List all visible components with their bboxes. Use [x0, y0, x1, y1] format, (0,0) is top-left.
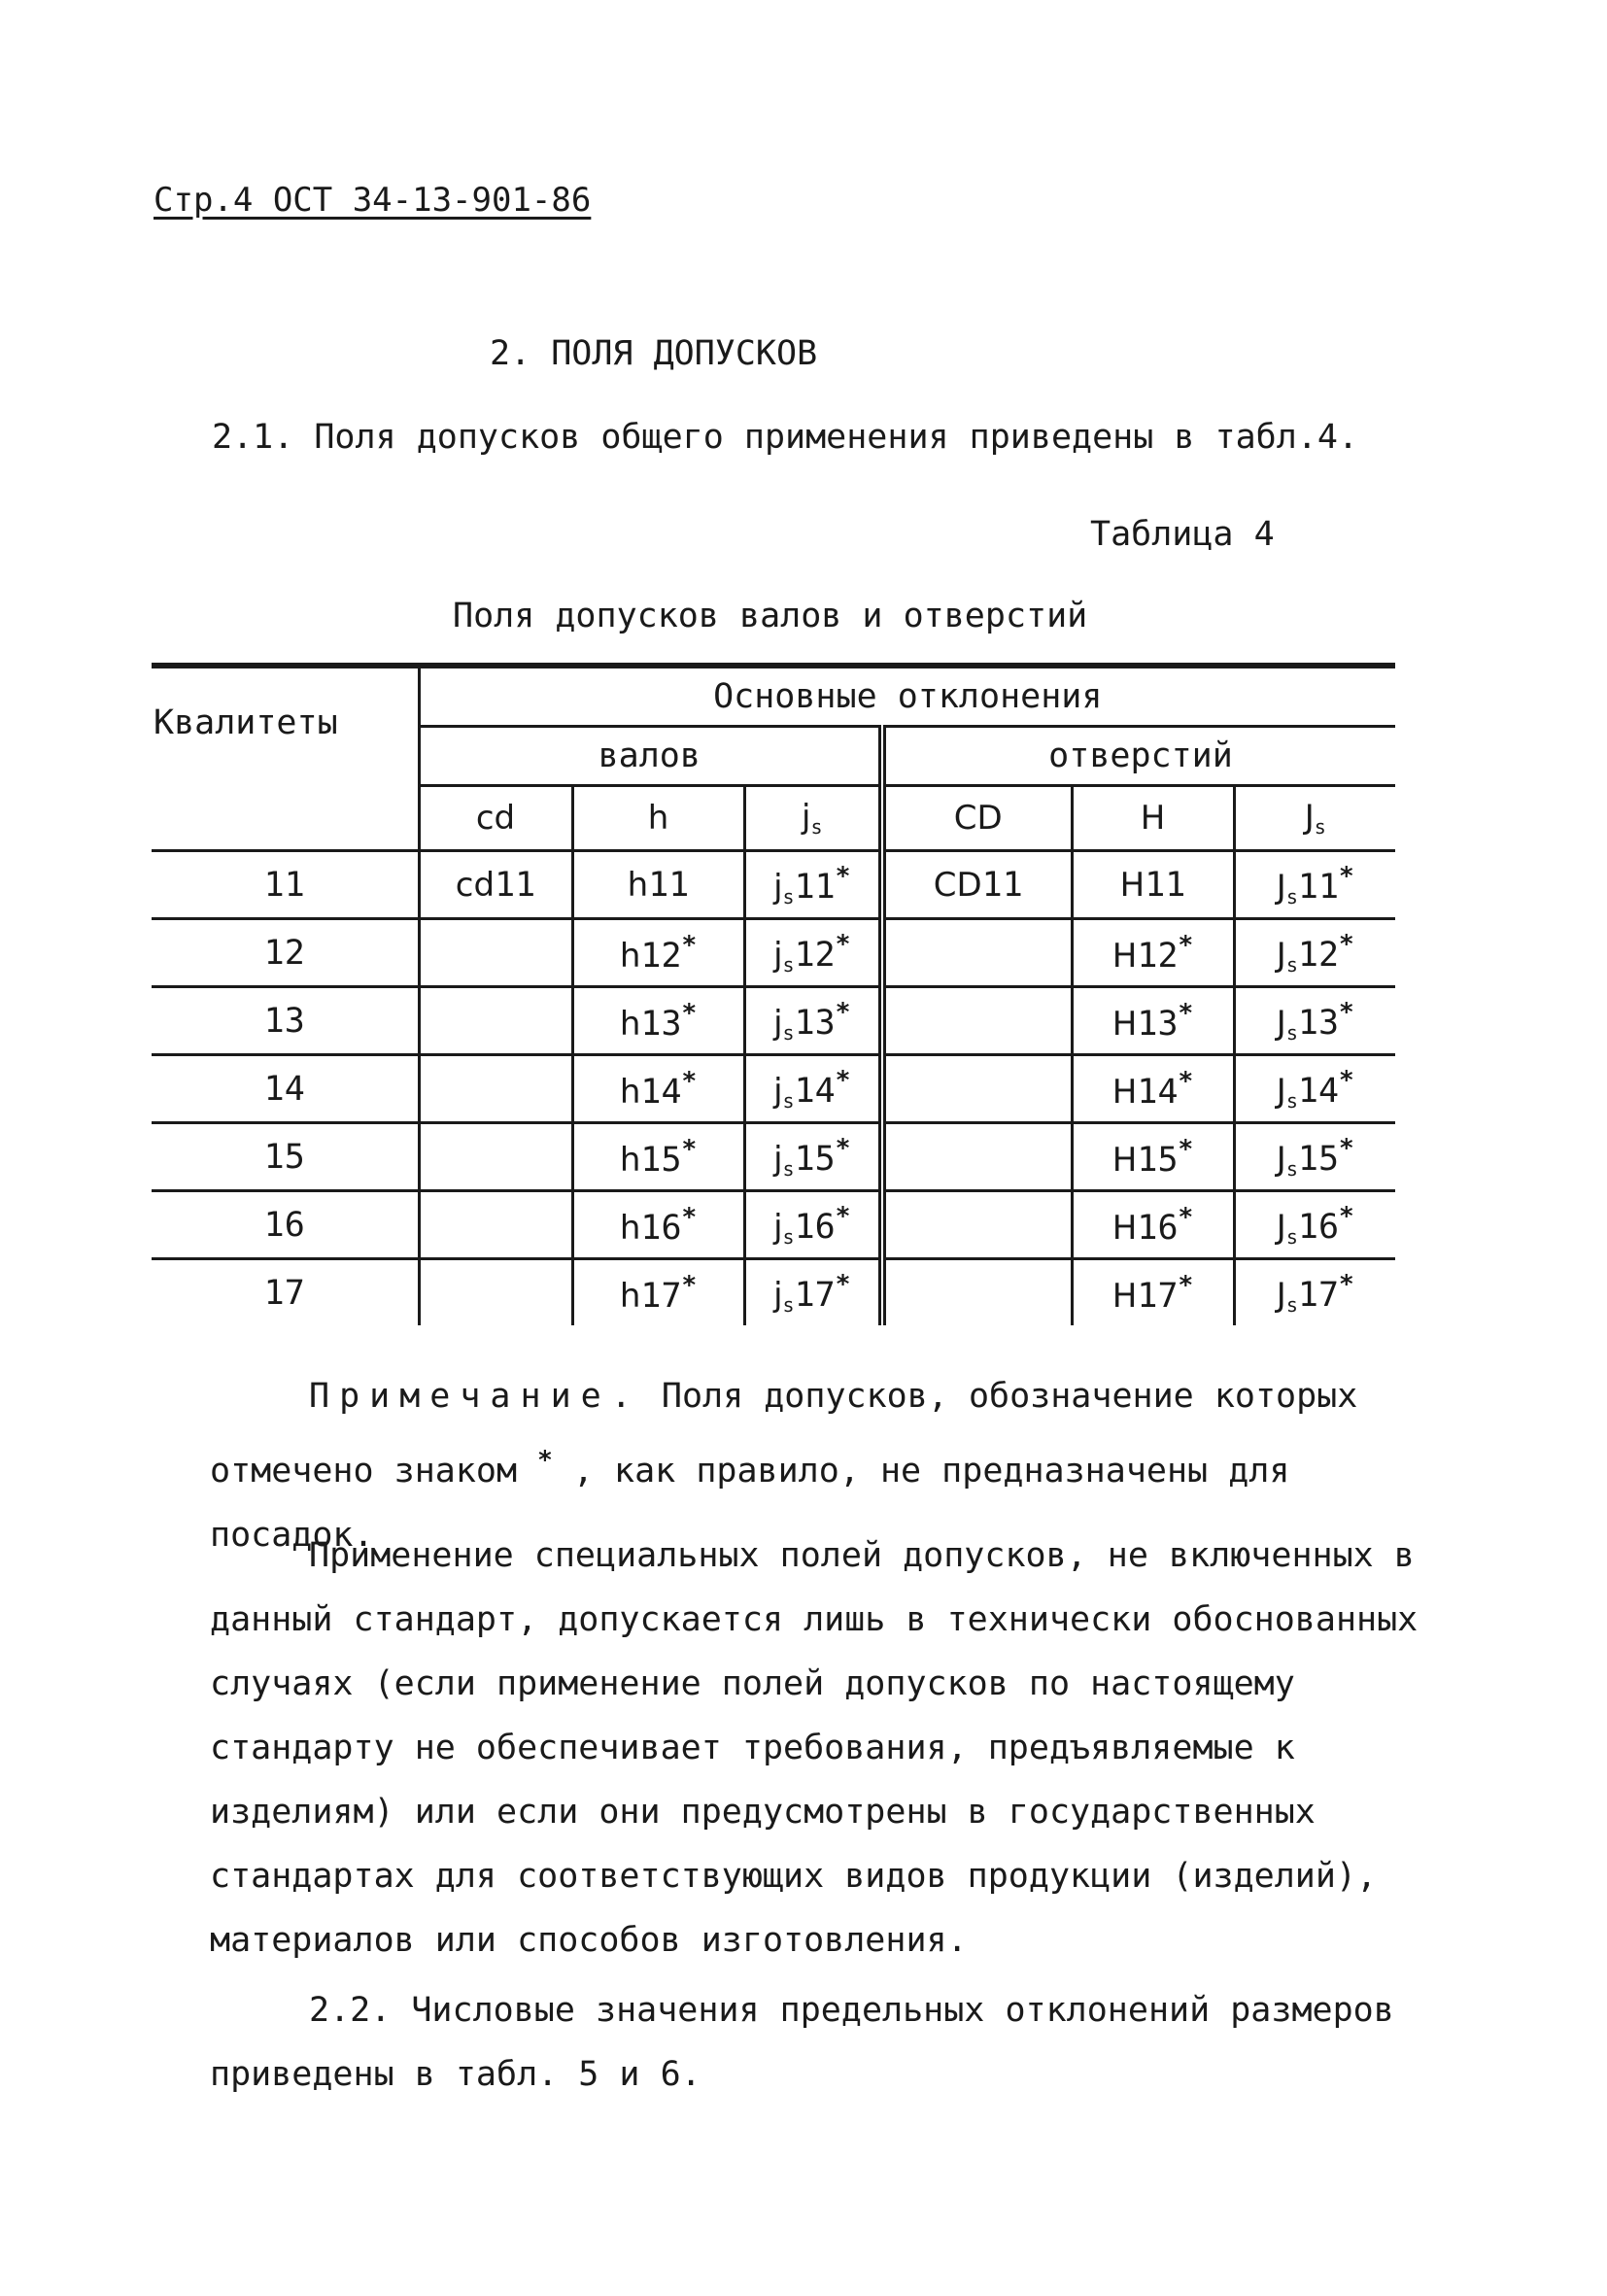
tolerance-subscript: s	[1285, 952, 1298, 977]
tolerance-grade: 13	[1297, 1003, 1340, 1043]
asterisk-mark: *	[1339, 1269, 1354, 1299]
tolerance-cell	[419, 1123, 572, 1191]
tolerance-cell	[419, 919, 572, 987]
column-header	[419, 786, 572, 851]
asterisk-mark: *	[835, 1133, 851, 1163]
tolerance-grade: 15	[1137, 1140, 1179, 1180]
tolerance-cell	[1234, 1259, 1395, 1326]
column-header	[882, 786, 1072, 851]
asterisk-mark: *	[1178, 930, 1194, 960]
tolerance-cell	[572, 919, 744, 987]
tolerance-grade: 16	[640, 1208, 682, 1248]
column-header-letter: J	[1304, 798, 1315, 837]
grade-cell: 16	[152, 1191, 419, 1259]
tolerance-cell	[1072, 1123, 1234, 1191]
tolerance-grade: 17	[1137, 1276, 1179, 1316]
tolerance-grade: 16	[1137, 1208, 1179, 1248]
tolerance-cell	[572, 987, 744, 1055]
column-header-letter: CD	[953, 799, 1003, 838]
table-title: Поля допусков валов и отверстий	[453, 597, 1088, 635]
tolerance-letter: H	[1111, 1072, 1138, 1112]
tolerance-letter: J	[1276, 935, 1286, 975]
grade-cell: 12	[152, 919, 419, 987]
tolerance-cell	[572, 1055, 744, 1123]
special-fields-text: Применение специальных полей допусков, не включенных в данный стандарт, допускается лишь в технически обоснованных случаях (если применение полей допусков по настоящему стандарту не обеспечивает требования, предъявляемые к изделиям) или если они предусмотрены в государственных стандартах для соответствующих видов продукции (изделий), материалов или способов изготовления.	[210, 1536, 1419, 1960]
tolerance-cell	[1072, 1191, 1234, 1259]
tolerance-grade: 14	[1137, 1072, 1179, 1112]
asterisk-mark: *	[1178, 1202, 1194, 1232]
table-row	[152, 1123, 1395, 1191]
tolerance-letter: J	[1276, 867, 1286, 907]
tolerance-subscript: s	[782, 1156, 795, 1181]
tolerance-grade: 12	[1297, 935, 1340, 975]
column-header	[1072, 786, 1234, 851]
tolerance-grade: 12	[640, 936, 682, 976]
tolerance-cell	[419, 1055, 572, 1123]
tolerance-subscript: s	[1285, 1224, 1298, 1249]
tolerance-cell	[1234, 1123, 1395, 1191]
tolerance-grade: 14	[640, 1072, 682, 1112]
tolerance-subscript: s	[782, 1292, 795, 1317]
tolerance-letter: H	[1119, 865, 1145, 905]
asterisk-mark: *	[835, 861, 851, 891]
tolerance-subscript: s	[1285, 1292, 1298, 1317]
tolerance-cell	[744, 851, 882, 919]
tolerance-grade: 17	[1297, 1275, 1340, 1315]
tolerance-cell	[572, 1259, 744, 1326]
table-row	[152, 1055, 1395, 1123]
tolerance-cell	[744, 987, 882, 1055]
tolerance-letter: J	[1276, 1207, 1286, 1247]
tolerance-cell	[882, 1123, 1072, 1191]
tolerance-grade: 16	[794, 1207, 836, 1247]
asterisk-mark: *	[1178, 1270, 1194, 1300]
tolerance-letter: j	[773, 1003, 783, 1043]
tolerance-grade: 11	[794, 867, 836, 907]
grade-cell: 14	[152, 1055, 419, 1123]
asterisk-mark: *	[681, 930, 698, 960]
paragraph-2-2-text: 2.2. Числовые значения предельных отклонений размеров приведены в табл. 5 и 6.	[210, 1991, 1394, 2094]
table-row	[152, 851, 1395, 919]
tolerance-grade: 13	[794, 1003, 836, 1043]
table-row	[152, 1191, 1395, 1259]
tolerance-cell	[1072, 851, 1234, 919]
tolerance-cell	[882, 851, 1072, 919]
tolerance-letter: J	[1276, 1071, 1286, 1111]
tolerance-cell	[1072, 987, 1234, 1055]
note-text-after: , как правило, не предназначены для посадок.	[210, 1452, 1290, 1555]
tolerance-subscript: s	[782, 952, 795, 977]
tolerance-letter: h	[619, 1140, 641, 1180]
asterisk-mark: *	[537, 1446, 553, 1475]
section-title: 2. ПОЛЯ ДОПУСКОВ	[490, 334, 818, 373]
tolerance-cell	[882, 1191, 1072, 1259]
special-fields-paragraph	[210, 1524, 1434, 1972]
tolerance-letter: j	[773, 1139, 783, 1179]
asterisk-mark: *	[835, 929, 851, 959]
asterisk-mark: *	[681, 1202, 698, 1232]
tolerance-letter: CD	[933, 865, 982, 905]
tolerance-cell	[1234, 1191, 1395, 1259]
tolerance-grade: 11	[1297, 867, 1340, 907]
tolerance-letter: h	[619, 936, 641, 976]
tolerance-letter: j	[773, 867, 783, 907]
column-header	[744, 786, 882, 851]
tolerance-cell	[1234, 919, 1395, 987]
tolerance-letter: h	[627, 865, 649, 905]
tolerance-letter: cd	[455, 865, 496, 905]
tolerance-cell	[1234, 851, 1395, 919]
table-row	[152, 987, 1395, 1055]
tolerance-grade: 15	[640, 1140, 682, 1180]
tolerance-cell	[744, 1191, 882, 1259]
asterisk-mark: *	[681, 1134, 698, 1164]
tolerance-letter: J	[1276, 1275, 1286, 1315]
basic-deviations-header: Основные отклонения	[419, 668, 1395, 727]
tolerance-grade: 11	[1145, 865, 1186, 905]
asterisk-mark: *	[1178, 998, 1194, 1028]
table-row	[152, 919, 1395, 987]
note-label: Примечание.	[309, 1377, 641, 1416]
paragraph-2-2	[210, 1978, 1434, 2107]
asterisk-mark: *	[1339, 861, 1354, 891]
tolerance-cell	[419, 1191, 572, 1259]
column-header-letter: h	[647, 799, 669, 838]
tolerance-cell	[1234, 987, 1395, 1055]
tolerance-letter: J	[1276, 1003, 1286, 1043]
tolerance-grade: 14	[1297, 1071, 1340, 1111]
tolerance-cell	[572, 1123, 744, 1191]
tolerance-letter: h	[619, 1004, 641, 1044]
column-header	[1234, 786, 1395, 851]
tolerance-grade: 16	[1297, 1207, 1340, 1247]
tolerance-cell	[882, 987, 1072, 1055]
asterisk-mark: *	[681, 998, 698, 1028]
table-number: Таблица 4	[1090, 515, 1275, 554]
tolerance-letter: j	[773, 1071, 783, 1111]
tolerance-subscript: s	[1285, 1020, 1298, 1045]
tolerance-cell	[882, 1259, 1072, 1326]
tolerance-cell	[572, 851, 744, 919]
grade-cell: 11	[152, 851, 419, 919]
tolerance-grade: 11	[648, 865, 690, 905]
tolerance-subscript: s	[782, 1224, 795, 1249]
column-header-letter: cd	[475, 799, 516, 838]
tolerance-grade: 17	[794, 1275, 836, 1315]
asterisk-mark: *	[1339, 997, 1354, 1027]
grade-cell: 13	[152, 987, 419, 1055]
column-header-letter: H	[1140, 799, 1166, 838]
tolerance-cell	[1072, 1259, 1234, 1326]
asterisk-mark: *	[681, 1066, 698, 1096]
tolerance-cell	[882, 919, 1072, 987]
tolerance-grade: 14	[794, 1071, 836, 1111]
asterisk-mark: *	[1339, 1133, 1354, 1163]
grade-cell: 17	[263, 1273, 305, 1313]
tolerance-grade: 15	[794, 1139, 836, 1179]
column-header-subscript: s	[1314, 815, 1326, 839]
holes-header: отверстий	[882, 727, 1395, 786]
tolerance-letter: j	[773, 1207, 783, 1247]
tolerance-letter: h	[619, 1208, 641, 1248]
asterisk-mark: *	[835, 1201, 851, 1231]
tolerance-grade: 13	[1137, 1004, 1179, 1044]
tolerance-grade: 13	[640, 1004, 682, 1044]
asterisk-mark: *	[835, 1269, 851, 1299]
tolerance-cell	[419, 851, 572, 919]
tolerance-letter: h	[619, 1276, 641, 1316]
tolerance-subscript: s	[782, 884, 795, 908]
paragraph-2-1: 2.1. Поля допусков общего применения приведены в табл.4.	[212, 418, 1359, 457]
tolerance-cell	[744, 1123, 882, 1191]
tolerance-letter: j	[773, 935, 783, 975]
tolerance-cell	[572, 1191, 744, 1259]
asterisk-mark: *	[835, 997, 851, 1027]
tolerance-cell	[744, 1259, 882, 1326]
table-row	[152, 1259, 1395, 1326]
tolerance-cell	[744, 1055, 882, 1123]
tolerance-cell	[882, 1055, 1072, 1123]
tolerance-letter: H	[1111, 1276, 1138, 1316]
grades-header: Квалитеты	[152, 668, 419, 851]
tolerance-letter: j	[773, 1275, 783, 1315]
tolerance-cell	[1072, 919, 1234, 987]
asterisk-mark: *	[1178, 1134, 1194, 1164]
tolerance-cell	[1072, 1055, 1234, 1123]
tolerance-table	[152, 663, 1395, 1325]
tolerance-cell	[419, 987, 572, 1055]
asterisk-mark: *	[1339, 929, 1354, 959]
tolerance-cell	[419, 1259, 572, 1326]
column-header-subscript: s	[810, 815, 823, 839]
tolerance-grade: 11	[981, 865, 1023, 905]
asterisk-mark: *	[1339, 1201, 1354, 1231]
tolerance-cell	[744, 919, 882, 987]
tolerance-grade: 12	[794, 935, 836, 975]
tolerance-letter: J	[1276, 1139, 1286, 1179]
tolerance-cell	[1234, 1055, 1395, 1123]
note-text-before: Поля допусков, обозначение которых отмечено знаком	[210, 1377, 1358, 1491]
shafts-header: валов	[419, 727, 882, 786]
asterisk-mark: *	[1339, 1065, 1354, 1095]
grade-cell: 15	[152, 1123, 419, 1191]
tolerance-subscript: s	[782, 1088, 795, 1113]
column-header	[572, 786, 744, 851]
tolerance-letter: h	[619, 1072, 641, 1112]
tolerance-letter: H	[1111, 936, 1138, 976]
tolerance-grade: 17	[640, 1276, 682, 1316]
column-header-letter: j	[802, 798, 811, 837]
tolerance-subscript: s	[1285, 884, 1298, 908]
asterisk-mark: *	[835, 1065, 851, 1095]
tolerance-subscript: s	[1285, 1088, 1298, 1113]
asterisk-mark: *	[681, 1270, 698, 1300]
tolerance-grade: 12	[1137, 936, 1179, 976]
tolerance-letter: H	[1111, 1140, 1138, 1180]
tolerance-subscript: s	[782, 1020, 795, 1045]
tolerance-subscript: s	[1285, 1156, 1298, 1181]
tolerance-grade: 15	[1297, 1139, 1340, 1179]
asterisk-mark: *	[1178, 1066, 1194, 1096]
tolerance-letter: H	[1111, 1208, 1138, 1248]
tolerance-grade: 11	[495, 865, 536, 905]
tolerance-letter: H	[1111, 1004, 1138, 1044]
page-header: Стр.4 ОСТ 34-13-901-86	[154, 181, 592, 220]
